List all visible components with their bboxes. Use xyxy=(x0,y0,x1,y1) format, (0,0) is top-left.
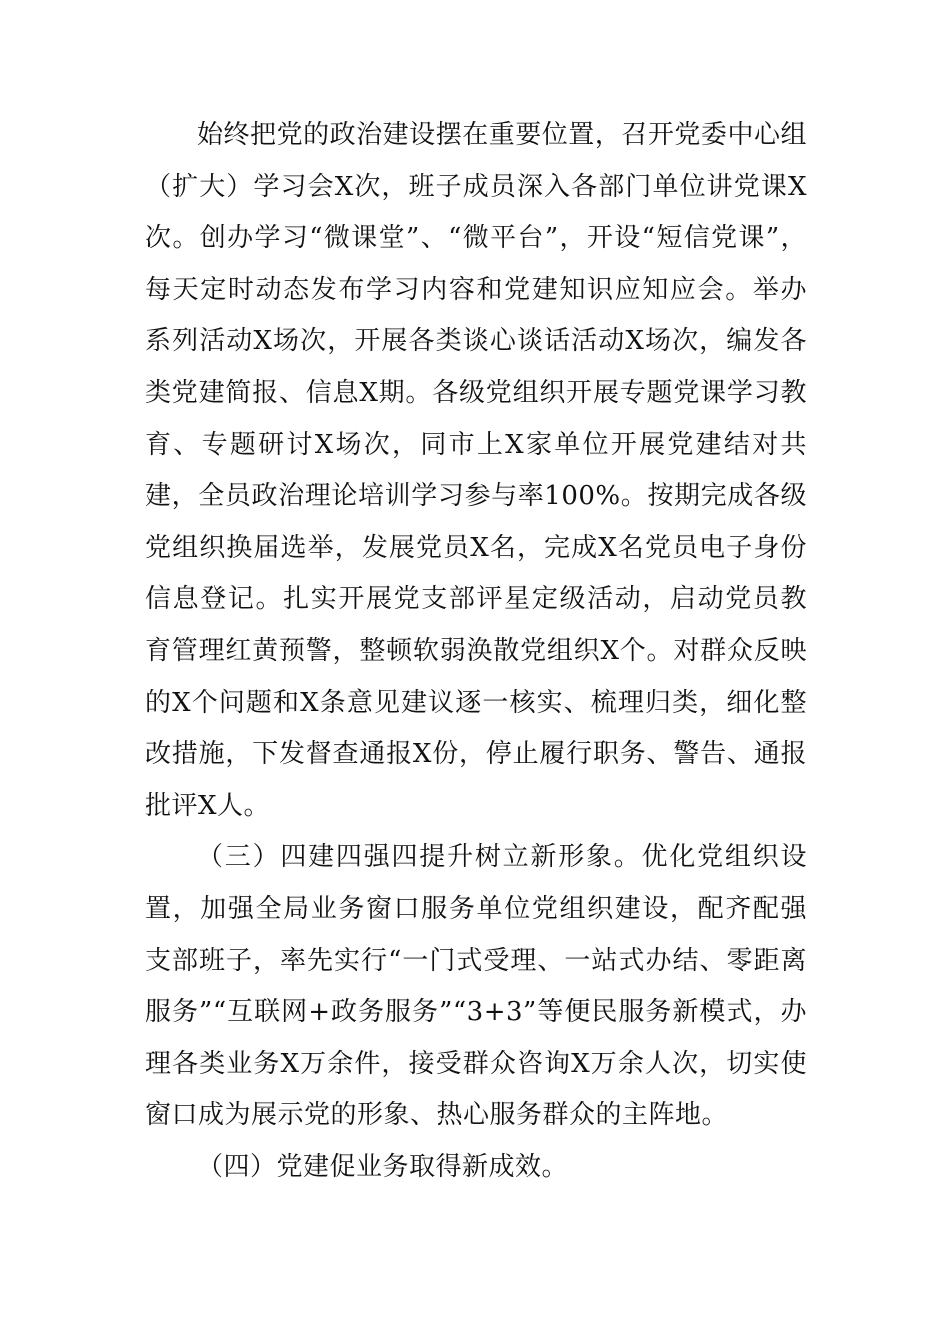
paragraph-section-three: （三）四建四强四提升树立新形象。优化党组织设置，加强全局业务窗口服务单位党组织建设，配齐配强支部班子，率先实行“一门式受理、一站式办结、零距离服务”“互联网+政务服务”“3+3”等便民服务新模式，办理各类业务X万余件，接受群众咨询X万余人次，切实使窗口成为展示党的形象、热心服务群众的主阵地。 xyxy=(145,842,807,1131)
paragraph-political-building: 始终把党的政治建设摆在重要位置，召开党委中心组（扩大）学习会X次，班子成员深入各部门单位讲党课X次。创办学习“微课堂”、“微平台”，开设“短信党课”，每天定时动态发布学习内容和党建知识应知应会。举办系列活动X场次，开展各类谈心谈话活动X场次，编发各类党建简报、信息X期。各级党组织开展专题党课学习教育、专题研讨X场次，同市上X家单位开展党建结对共建，全员政治理论培训学习参与率100%。按期完成各级党组织换届选举，发展党员X名，完成X名党员电子身份信息登记。扎实开展党支部评星定级活动，启动党员教育管理红黄预警，整顿软弱涣散党组织X个。对群众反映的X个问题和X条意见建议逐一核实、梳理归类，细化整改措施，下发督查通报X份，停止履行职务、警告、通报批评X人。 xyxy=(145,120,807,821)
paragraph-section-four: （四）党建促业务取得新成效。 xyxy=(197,1151,569,1182)
document-body xyxy=(145,110,807,1193)
